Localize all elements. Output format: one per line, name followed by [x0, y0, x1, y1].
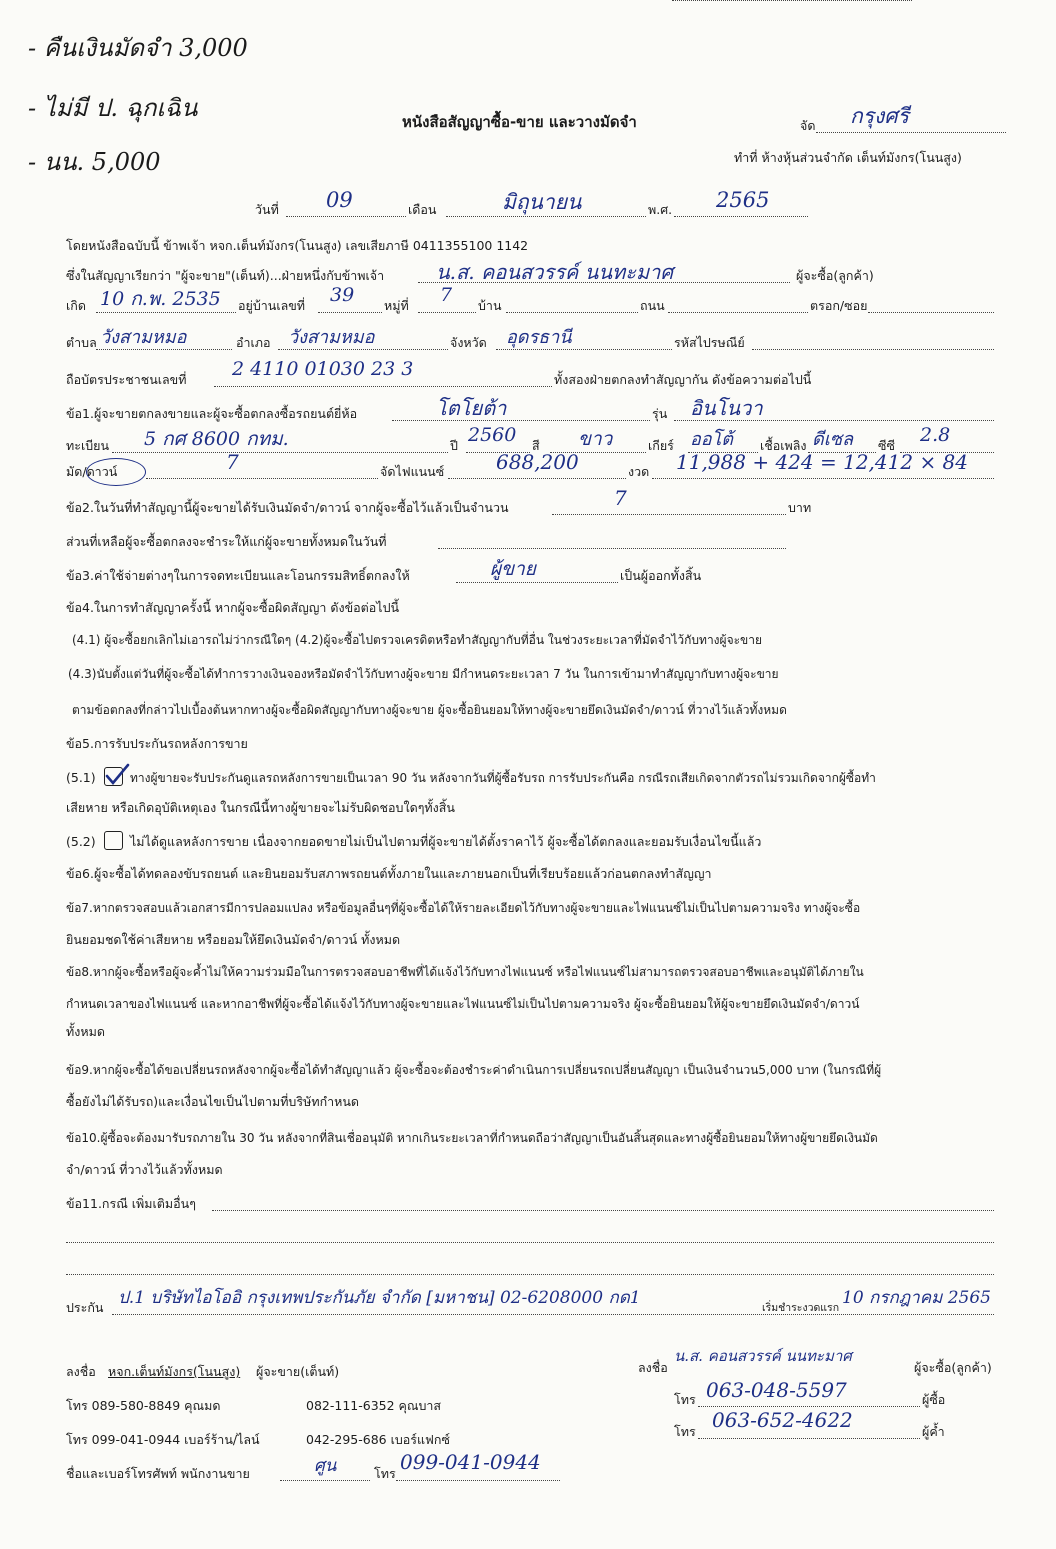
agree-text: ทั้งสองฝ่ายตกลงทำสัญญากัน ดังข้อความต่อไปนี้	[554, 372, 812, 387]
month-label: เดือน	[408, 202, 437, 217]
soi-line	[868, 312, 994, 313]
clause-4-1: (4.1) ผู้จะซื้อยกเลิกไม่เอารถไม่ว่ากรณีใดๆ (4.2)ผู้จะซื้อไปตรวจเครดิตหรือทำสัญญากับที่อื่น ในช่วงระยะเวลาที่มัดจำไว้กับทางผู้จะขาย	[72, 633, 763, 647]
insurance-value: ป.1 บริษัทไอโออิ กรุงเทพประกันภัย จำกัด [มหาชน] 02-6208000 กด1	[118, 1288, 641, 1308]
guarantor-phone-line	[698, 1438, 920, 1439]
fuel-label: เชื้อเพลิง	[760, 438, 807, 453]
clause-5-1b: เสียหาย หรือเกิดอุบัติเหตุเอง ในกรณีนี้ทางผู้ขายจะไม่รับผิดชอบใดๆทั้งสิ้น	[66, 800, 455, 815]
clause-8c: ทั้งหมด	[66, 1024, 105, 1039]
cc-label: ซีซี	[878, 438, 895, 453]
down-value: 7	[226, 450, 239, 474]
plate-value: 5 กศ 8600 กทม.	[144, 428, 289, 450]
gear-value: ออโต้	[690, 429, 733, 450]
staff-phone-label: โทร	[374, 1466, 396, 1481]
finance-line	[448, 478, 626, 479]
buyer-sign-label: ลงชื่อ	[638, 1360, 668, 1375]
clause-5-1-label: (5.1)	[66, 770, 96, 785]
clause-3: ข้อ3.ค่าใช้จ่ายต่างๆในการจดทะเบียนและโอนกรรมสิทธิ์ตกลงให้	[66, 568, 410, 583]
house-no-value: 39	[330, 284, 355, 306]
branch-label: จัด	[800, 118, 816, 133]
first-due-label: เริ่มชำระงวดแรก	[762, 1302, 840, 1314]
year-line	[674, 216, 808, 217]
model-value: อินโนวา	[690, 396, 763, 420]
day-label: วันที่	[255, 202, 279, 217]
guarantor-phone-label: โทร	[674, 1424, 696, 1439]
cc-value: 2.8	[920, 424, 951, 446]
clause-5-2-label: (5.2)	[66, 834, 96, 849]
staff-label: ชื่อและเบอร์โทรศัพท์ พนักงานขาย	[66, 1466, 250, 1481]
clause-2a-unit: บาท	[788, 500, 812, 515]
year-car-value: 2560	[468, 424, 517, 446]
buyer-phone-label: โทร	[674, 1392, 696, 1407]
buyer-label: ผู้จะซื้อ(ลูกค้า)	[796, 268, 874, 283]
buyer-name: น.ส. คอนสวรรค์ นนทะมาศ	[436, 260, 674, 284]
day-value: 09	[326, 188, 353, 212]
insurance-line	[112, 1314, 994, 1315]
clause-8a: ข้อ8.หากผู้จะซื้อหรือผู้จะค้ำไม่ให้ความร่วมมือในการตรวจสอบอาชีพที่ได้แจ้งไว้กับทางไฟแนนซ์ หรือไฟแนนซ์ไม่สามารถตรวจสอบอาชีพและอนุมัติได้ภายใน	[66, 965, 864, 979]
seller-sign-label: ลงชื่อ	[66, 1364, 96, 1379]
clause-3-line	[456, 582, 618, 583]
clause-9a: ข้อ9.หากผู้จะซื้อได้ขอเปลี่ยนรถหลังจากผู้จะซื้อได้ทำสัญญาแล้ว ผู้จะซื้อจะต้องชำระค่าดำเนินการเปลี่ยนรถเปลี่ยนสัญญา เป็นเงินจำนวน5,000 บาท (ในกรณีที่ผู้	[66, 1063, 882, 1077]
moo-label: หมู่ที่	[384, 298, 409, 313]
clause-2a: ข้อ2.ในวันที่ทำสัญญานี้ผู้จะขายได้รับเงินมัดจำ/ดาวน์ จากผู้จะซื้อไว้แล้วเป็นจำนวน	[66, 500, 509, 515]
clause-9b: ซื้อยังไม่ได้รับรถ)และเงื่อนไขเป็นไปตามที่บริษัทกำหนด	[66, 1094, 360, 1109]
clause-11: ข้อ11.กรณี เพิ่มเติมอื่นๆ	[66, 1196, 196, 1211]
installment-label: งวด	[628, 464, 650, 479]
house-no-label: อยู่บ้านเลขที่	[238, 298, 306, 313]
clause-5: ข้อ5.การรับประกันรถหลังการขาย	[66, 736, 248, 751]
buyer-phone: 063-048-5597	[706, 1378, 847, 1402]
clause-4-3: (4.3)นับตั้งแต่วันที่ผู้จะซื้อได้ทำการวางเงินจองหรือมัดจำไว้กับทางผู้จะขาย มีกำหนดระยะเวลา 7 วัน ในการเข้ามาทำสัญญากับทางผู้จะขาย	[68, 667, 779, 681]
village-label: บ้าน	[478, 298, 502, 313]
finance-label: จัดไฟแนนซ์	[380, 464, 445, 479]
buyer-phone-line	[698, 1406, 920, 1407]
tambon-value: วังสามหมอ	[100, 327, 187, 348]
moo-line	[418, 312, 476, 313]
clause-2b-line	[438, 548, 786, 549]
birth-label: เกิด	[66, 298, 86, 313]
clause-8b: กำหนดเวลาของไฟแนนซ์ และหากอาชีพที่ผู้จะซื้อได้แจ้งไว้กับทางผู้จะขายและไฟแนนซ์ไม่เป็นไปตามความจริง ผู้จะซื้อยินยอมให้ผู้จะขายยึดเงินมัดจำ/ดาวน์	[66, 997, 860, 1011]
model-label: รุ่น	[652, 406, 668, 421]
clause-5-1a: ทางผู้ขายจะรับประกันดูแลรถหลังการขายเป็นเวลา 90 วัน หลังจากวันที่ผู้ซื้อรับรถ การรับประกันคือ กรณีรถเสียเกิดจากตัวรถไม่รวมเกิดจากผู้ซื้อทำ	[130, 771, 876, 785]
plate-label: ทะเบียน	[66, 438, 110, 453]
first-due-value: 10 กรกฎาคม 2565	[842, 1288, 991, 1308]
house-no-line	[318, 312, 382, 313]
id-line	[214, 386, 552, 387]
down-line	[146, 478, 378, 479]
intro-line: โดยหนังสือฉบับนี้ ข้าพเจ้า หจก.เต็นท์มังกร(โนนสูง) เลขเสียภาษี 0411355100 1142	[66, 238, 529, 253]
buyer-phone-role: ผู้ซื้อ	[922, 1392, 946, 1407]
branch-line	[816, 132, 1006, 133]
color-value: ขาว	[578, 428, 613, 450]
birth-value: 10 ก.พ. 2535	[100, 288, 221, 310]
finance-value: 688,200	[496, 450, 579, 474]
note-amount: - นน. 5,000	[28, 148, 161, 176]
clause-2a-line	[552, 514, 786, 515]
clause-4-end: ตามข้อตกลงที่กล่าวไปเบื้องต้นหากทางผู้จะซื้อผิดสัญญากับทางผู้จะขาย ผู้จะซื้อยินยอมให้ทางผู้จะขายยึดเงินมัดจำ/ดาวน์ ที่วางไว้แล้วทั้งหมด	[72, 703, 787, 717]
province-label: จังหวัด	[450, 335, 487, 350]
clause-5-2: ไม่ได้ดูแลหลังการขาย เนื่องจากยอดขายไม่เป็นไปตามที่ผู้จะขายได้ตั้งราคาไว้ ผู้จะซื้อได้ตกลงและยอมรับเงื่อนไขนี้แล้ว	[130, 834, 762, 849]
guarantor-phone: 063-652-4622	[712, 1408, 853, 1432]
postcode-line	[752, 349, 994, 350]
document-title: หนังสือสัญญาซื้อ-ขาย และวางมัดจำ	[402, 113, 637, 131]
fuel-value: ดีเซล	[812, 429, 854, 450]
branch-value: กรุงศรี	[850, 104, 909, 128]
seller-phrase: ซึ่งในสัญญาเรียกว่า "ผู้จะขาย"(เต็นท์)...ฝ่ายหนึ่งกับข้าพเจ้า	[66, 268, 385, 283]
clause-10a: ข้อ10.ผู้ซื้อจะต้องมารับรถภายใน 30 วัน หลังจากที่สินเชื่ออนุมัติ หากเกินระยะเวลาที่กำหนดถือว่าสัญญาเป็นอันสิ้นสุดและทางผู้ซื้อยินยอมให้ทางผู้ขายยึดเงินมัด	[66, 1131, 878, 1145]
seller-role: ผู้จะขาย(เต็นท์)	[256, 1364, 340, 1379]
province-value: อุดรธานี	[506, 327, 572, 348]
staff-phone-line	[396, 1480, 560, 1481]
clause-6: ข้อ6.ผู้จะซื้อได้ทดลองขับรถยนต์ และยินยอมรับสภาพรถยนต์ทั้งภายในและภายนอกเป็นที่เรียบร้อยแล้วก่อนตกลงทำสัญญา	[66, 866, 712, 881]
clause-2a-value: 7	[614, 486, 627, 510]
year-value: 2565	[716, 188, 770, 212]
postcode-label: รหัสไปรษณีย์	[674, 335, 745, 350]
clause-3-end: เป็นผู้ออกทั้งสิ้น	[620, 568, 702, 583]
note-refund-deposit: - คืนเงินมัดจำ 3,000	[28, 34, 248, 62]
color-label: สี	[532, 438, 540, 453]
gear-label: เกียร์	[648, 438, 674, 453]
id-label: ถือบัตรประชาชนเลขที่	[66, 372, 187, 387]
seller-name: หจก.เต็นท์มังกร(โนนสูง)	[108, 1364, 241, 1379]
buyer-role: ผู้จะซื้อ(ลูกค้า)	[914, 1360, 992, 1375]
phone-bas: 082-111-6352 คุณบาส	[306, 1398, 442, 1413]
phone-mod: โทร 089-580-8849 คุณมด	[66, 1398, 221, 1413]
id-value: 2 4110 01030 23 3	[232, 358, 414, 380]
amphoe-label: อำเภอ	[236, 335, 271, 350]
insurance-label: ประกัน	[66, 1300, 104, 1315]
installment-value: 11,988 + 424 = 12,412 × 84	[676, 450, 969, 474]
clause-1: ข้อ1.ผู้จะขายตกลงขายและผู้จะซื้อตกลงซื้อรถยนต์ยี่ห้อ	[66, 406, 358, 421]
clause-11-line-3	[66, 1274, 994, 1275]
warranty-checkbox-checked[interactable]	[104, 767, 123, 786]
clause-10b: จำ/ดาวน์ ที่วางไว้แล้วทั้งหมด	[66, 1162, 223, 1177]
clause-2b: ส่วนที่เหลือผู้จะซื้อตกลงจะชำระให้แก่ผู้จะขายทั้งหมดในวันที่	[66, 534, 387, 549]
clause-11-line-2	[66, 1242, 994, 1243]
no-warranty-checkbox[interactable]	[104, 831, 123, 850]
year-label: พ.ศ.	[648, 202, 673, 217]
phone-shop: โทร 099-041-0944 เบอร์ร้าน/ไลน์	[66, 1432, 260, 1447]
made-at: ทำที่ ห้างหุ้นส่วนจำกัด เต็นท์มังกร(โนนสูง)	[734, 150, 962, 165]
road-line	[668, 312, 808, 313]
staff-phone: 099-041-0944	[400, 1450, 541, 1474]
moo-value: 7	[440, 284, 453, 306]
phone-fax: 042-295-686 เบอร์แฟกซ์	[306, 1432, 450, 1447]
brand-value: โตโยต้า	[436, 396, 507, 420]
down-label: มัด/ดาวน์	[66, 464, 118, 479]
tambon-label: ตำบล	[66, 335, 97, 350]
month-value: มิถุนายน	[502, 190, 582, 214]
clause-4: ข้อ4.ในการทำสัญญาครั้งนี้ หากผู้จะซื้อผิดสัญญา ดังข้อต่อไปนี้	[66, 600, 400, 615]
brand-line	[392, 420, 650, 421]
staff-name-line	[280, 1480, 370, 1481]
road-label: ถนน	[640, 298, 665, 313]
staff-name: ศูน	[314, 1456, 337, 1476]
amphoe-value: วังสามหมอ	[288, 327, 375, 348]
checkmark-icon	[104, 762, 130, 788]
clause-3-value: ผู้ขาย	[490, 558, 536, 580]
note-no-emergency-insurance: - ไม่มี ป. ฉุกเฉิน	[28, 94, 198, 122]
clause-7b: ยินยอมชดใช้ค่าเสียหาย หรือยอมให้ยึดเงินมัดจำ/ดาวน์ ทั้งหมด	[66, 932, 401, 947]
day-line	[286, 216, 406, 217]
village-line	[506, 312, 638, 313]
installment-line	[652, 478, 994, 479]
buyer-sign-line	[672, 0, 912, 1]
year-car-label: ปี	[450, 438, 458, 453]
buyer-signature: น.ส. คอนสวรรค์ นนทะมาศ	[674, 1347, 852, 1365]
clause-11-line-1	[212, 1210, 994, 1211]
clause-7a: ข้อ7.หากตรวจสอบแล้วเอกสารมีการปลอมแปลง หรือข้อมูลอื่นๆที่ผู้จะซื้อได้ให้รายละเอียดไว้กับทางผู้จะขายและไฟแนนซ์ไม่เป็นไปตามความจริง ทางผู้จะซื้อ	[66, 901, 861, 915]
guarantor-role: ผู้ค้ำ	[922, 1424, 945, 1439]
soi-label: ตรอก/ซอย	[810, 298, 868, 313]
